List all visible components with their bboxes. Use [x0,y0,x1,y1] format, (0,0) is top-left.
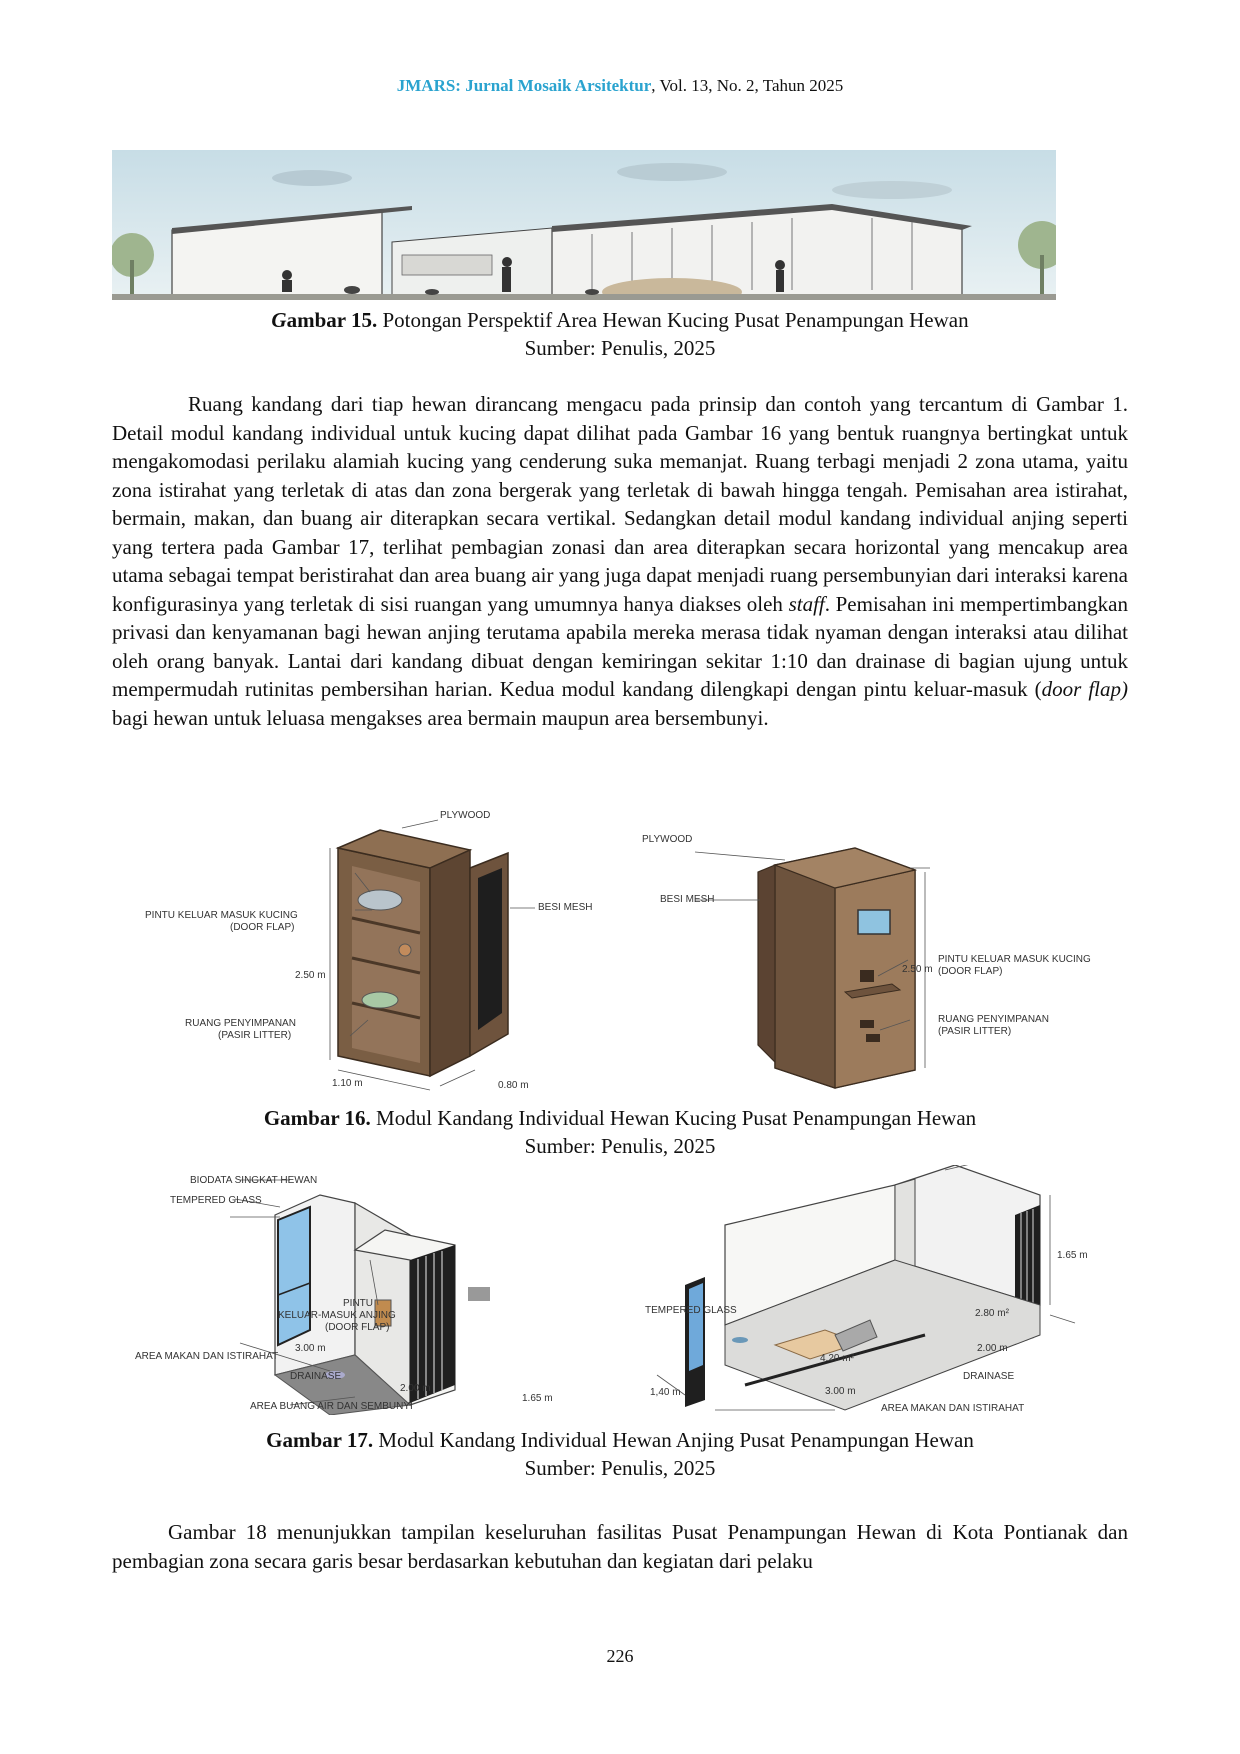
fig17-left-dim-165: 1.65 m [522,1393,553,1404]
fig17-right-drainase-label: DRAINASE [963,1371,1015,1382]
figure-16-label: Gambar 16. [263,1106,371,1130]
fig17-right-dim-165: 1.65 m [1057,1250,1088,1261]
journal-issue: , Vol. 13, No. 2, Tahun 2025 [651,76,844,95]
fig17-right-dim-140: 1,40 m [650,1387,681,1398]
paragraph-1-text-a: Ruang kandang dari tiap hewan dirancang mengacu pada prinsip dan contoh yang tercantum di Gambar 1. Detail modul kandang individual untuk kucing dapat dilihat pada Gambar 16 yang bentuk ruangnya bertingkat untuk mengakomodasi perilaku alamiah kucing yang cenderung suka memanjat. Ruang terbagi menjadi 2 zona utama, yaitu zona istirahat yang terletak di atas dan zona bergerak yang terletak di bawah hingga tengah. Pemisahan area istirahat, bermain, makan, dan buang air diterapkan secara vertikal. Sedangkan detail modul kandang individual anjing seperti yang tertera pada Gambar 17, terlihat pembagian zonasi dan area diterapkan secara horizontal yang mencakup area utama sebagai tempat beristirahat dan area buang air yang juga dapat menjadi ruang persembunyian dari interaksi karena konfigurasinya yang terletak di sisi ruangan yang umumnya hanya diakses oleh [112,392,1128,616]
fig16-right-door-flap-sub: (DOOR FLAP) [938,966,1003,977]
figure-15-image [112,150,1056,300]
fig16-left-storage-sub: (PASIR LITTER) [218,1030,292,1041]
fig16-left-door-flap-sub: (DOOR FLAP) [230,922,295,933]
fig17-right-tempered-label: TEMPERED GLASS [645,1305,737,1316]
fig16-left-depth-dim: 0.80 m [498,1080,529,1091]
page-number: 226 [606,1646,634,1666]
fig17-right-dim-200: 2.00 m [977,1343,1008,1354]
body-paragraph-2 [112,1518,1128,1575]
fig16-left-door-flap-label: PINTU KELUAR MASUK KUCING [145,910,298,921]
figure-15-label: ambar 15. [286,308,378,332]
figure-15-label-g: G [271,308,287,332]
fig17-left-area-buang-label: AREA BUANG AIR DAN SEMBUNYI [250,1401,413,1412]
fig17-left-pintu-sub2: (DOOR FLAP) [325,1322,390,1333]
fig16-right-besi-mesh-label: BESI MESH [660,894,715,905]
fig16-left-storage-label: RUANG PENYIMPANAN [185,1018,296,1029]
fig17-left-biodata-label: BIODATA SINGKAT HEWAN [190,1175,318,1186]
body-paragraph-1 [112,390,1128,732]
figure-17-caption [112,1426,1128,1482]
fig16-left-besi-mesh-label: BESI MESH [538,902,593,913]
fig16-left-height-dim: 2.50 m [295,970,326,981]
figure-15-source: Sumber: Penulis, 2025 [524,336,716,360]
fig17-right-area-420: 4.20 m² [820,1353,854,1364]
fig17-left-pintu-sub: KELUAR-MASUK ANJING [278,1310,396,1321]
fig16-right-storage-sub: (PASIR LITTER) [938,1026,1012,1037]
fig16-right-door-flap-label: PINTU KELUAR MASUK KUCING [938,954,1091,965]
fig16-left-plywood-label: PLYWOOD [440,810,491,821]
figure-16-caption [112,1104,1128,1160]
fig17-left-dim-300: 3.00 m [295,1343,326,1354]
fig16-right-plywood-label: PLYWOOD [642,834,693,845]
fig17-right-area-makan-label: AREA MAKAN DAN ISTIRAHAT [881,1403,1025,1414]
journal-name: JMARS: Jurnal Mosaik Arsitektur [396,76,652,95]
figure-17-label: Gambar 17. [266,1428,374,1452]
fig16-right-height-dim: 2.50 m [902,964,933,975]
figure-17-title: Modul Kandang Individual Hewan Anjing Pusat Penampungan Hewan [373,1428,974,1452]
figure-15-title: Potongan Perspektif Area Hewan Kucing Pusat Penampungan Hewan [377,308,969,332]
fig17-right-area-280: 2.80 m² [975,1308,1009,1319]
figure-17-right-image [645,1165,1120,1415]
figure-16-title: Modul Kandang Individual Hewan Kucing Pusat Penampungan Hewan [370,1106,977,1130]
fig17-left-drainase-label: DRAINASE [290,1371,342,1382]
fig17-left-dim-200: 2.00 m [400,1383,431,1394]
figure-16-left-image [140,808,593,1093]
paragraph-1-door-flap: door flap) [1041,677,1128,701]
fig16-right-storage-label: RUANG PENYIMPANAN [938,1014,1049,1025]
paragraph-2-text: Gambar 18 menunjukkan tampilan keseluruhan fasilitas Pusat Penampungan Hewan di Kota Pontianak dan pembagian zona secara garis besar berdasarkan kebutuhan dan kegiatan dari pelaku [112,1520,1128,1573]
running-header [0,76,1240,96]
fig16-left-width-dim: 1.10 m [332,1078,363,1089]
figure-15-caption [112,306,1128,362]
fig17-right-dim-300: 3.00 m [825,1386,856,1397]
figure-16-source: Sumber: Penulis, 2025 [524,1134,716,1158]
paragraph-1-text-b: . Pemisahan ini mempertimbangkan privasi dan kenyamanan bagi hewan anjing terutama apabila mereka merasa tidak nyaman dengan interaksi atau dilihat oleh orang banyak. Lantai dari kandang dibuat dengan kemiringan sekitar 1:10 dan drainase di bagian ujung untuk mempermudah rutinitas pembersihan harian. Kedua modul kandang dilengkapi dengan pintu keluar-masuk ( [112,591,1128,701]
fig17-left-pintu-label: PINTU [343,1298,373,1309]
fig17-left-area-makan-label: AREA MAKAN DAN ISTIRAHAT [135,1351,279,1362]
fig17-left-tempered-label: TEMPERED GLASS [170,1195,262,1206]
figure-17-source: Sumber: Penulis, 2025 [524,1456,716,1480]
figure-16-right-image [640,820,1120,1090]
paragraph-1-text-c: bagi hewan untuk leluasa mengakses area bermain maupun area bersembunyi. [112,705,769,730]
paragraph-1-staff: staff [788,591,825,616]
figure-17-left-image [130,1175,570,1415]
